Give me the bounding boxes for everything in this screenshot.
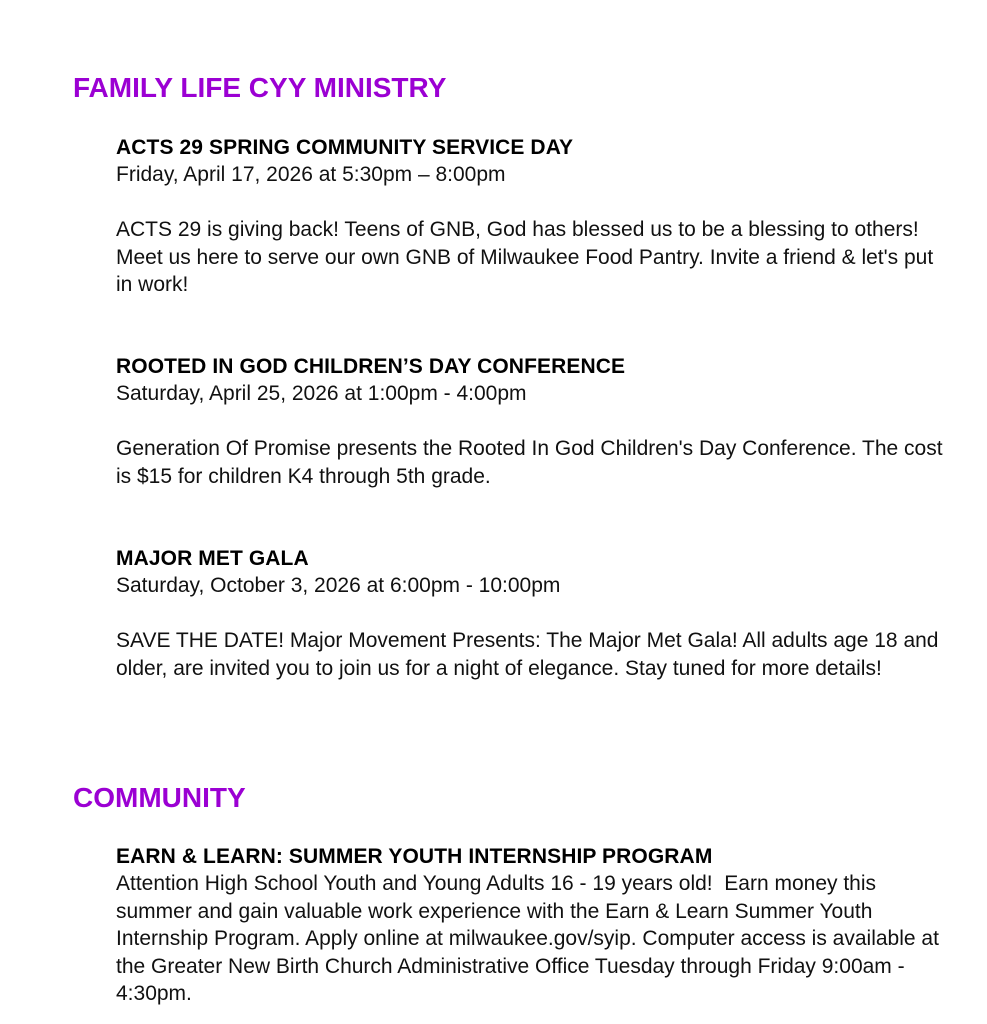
section-title-community: COMMUNITY [73,782,246,813]
spacer [116,600,946,628]
event-title: MAJOR MET GALA [116,547,309,570]
event-date: Friday, April 17, 2026 at 5:30pm – 8:00pm [116,163,506,186]
event-date: Saturday, October 3, 2026 at 6:00pm - 10:00pm [116,574,561,597]
event-description: ACTS 29 is giving back! Teens of GNB, God has blessed us to be a blessing to others! Meet us here to serve our own GNB of Milwaukee Food Pantry. Invite a friend & let's put in work! [116,218,940,296]
event-description: SAVE THE DATE! Major Movement Presents: The Major Met Gala! All adults age 18 and older, are invited you to join us for a night of elegance. Stay tuned for more details! [116,629,945,680]
event-major-met-gala [116,545,946,682]
event-title: ACTS 29 SPRING COMMUNITY SERVICE DAY [116,136,574,159]
event-rooted-in-god-conference [116,353,949,490]
event-date: Saturday, April 25, 2026 at 1:00pm - 4:00pm [116,382,527,405]
event-description: Generation Of Promise presents the Rooted In God Children's Day Conference. The cost is $15 for children K4 through 5th grade. [116,437,949,488]
spacer [116,408,946,436]
event-earn-and-learn [116,843,946,1008]
spacer [116,189,946,217]
section-title-family-life: FAMILY LIFE CYY MINISTRY [73,72,447,103]
event-title: EARN & LEARN: SUMMER YOUTH INTERNSHIP PROGRAM [116,845,713,868]
event-description: Attention High School Youth and Young Adults 16 - 19 years old! Earn money this summer and gain valuable work experience with the Earn & Learn Summer Youth Internship Program. Apply online at milwaukee.gov/syip. Computer access is available at the Greater New Birth Church Administrative Office Tuesday through Friday 9:00am - 4:30pm. [116,872,945,1005]
event-acts-29-service-day [116,134,946,299]
event-title: ROOTED IN GOD CHILDREN’S DAY CONFERENCE [116,355,626,378]
